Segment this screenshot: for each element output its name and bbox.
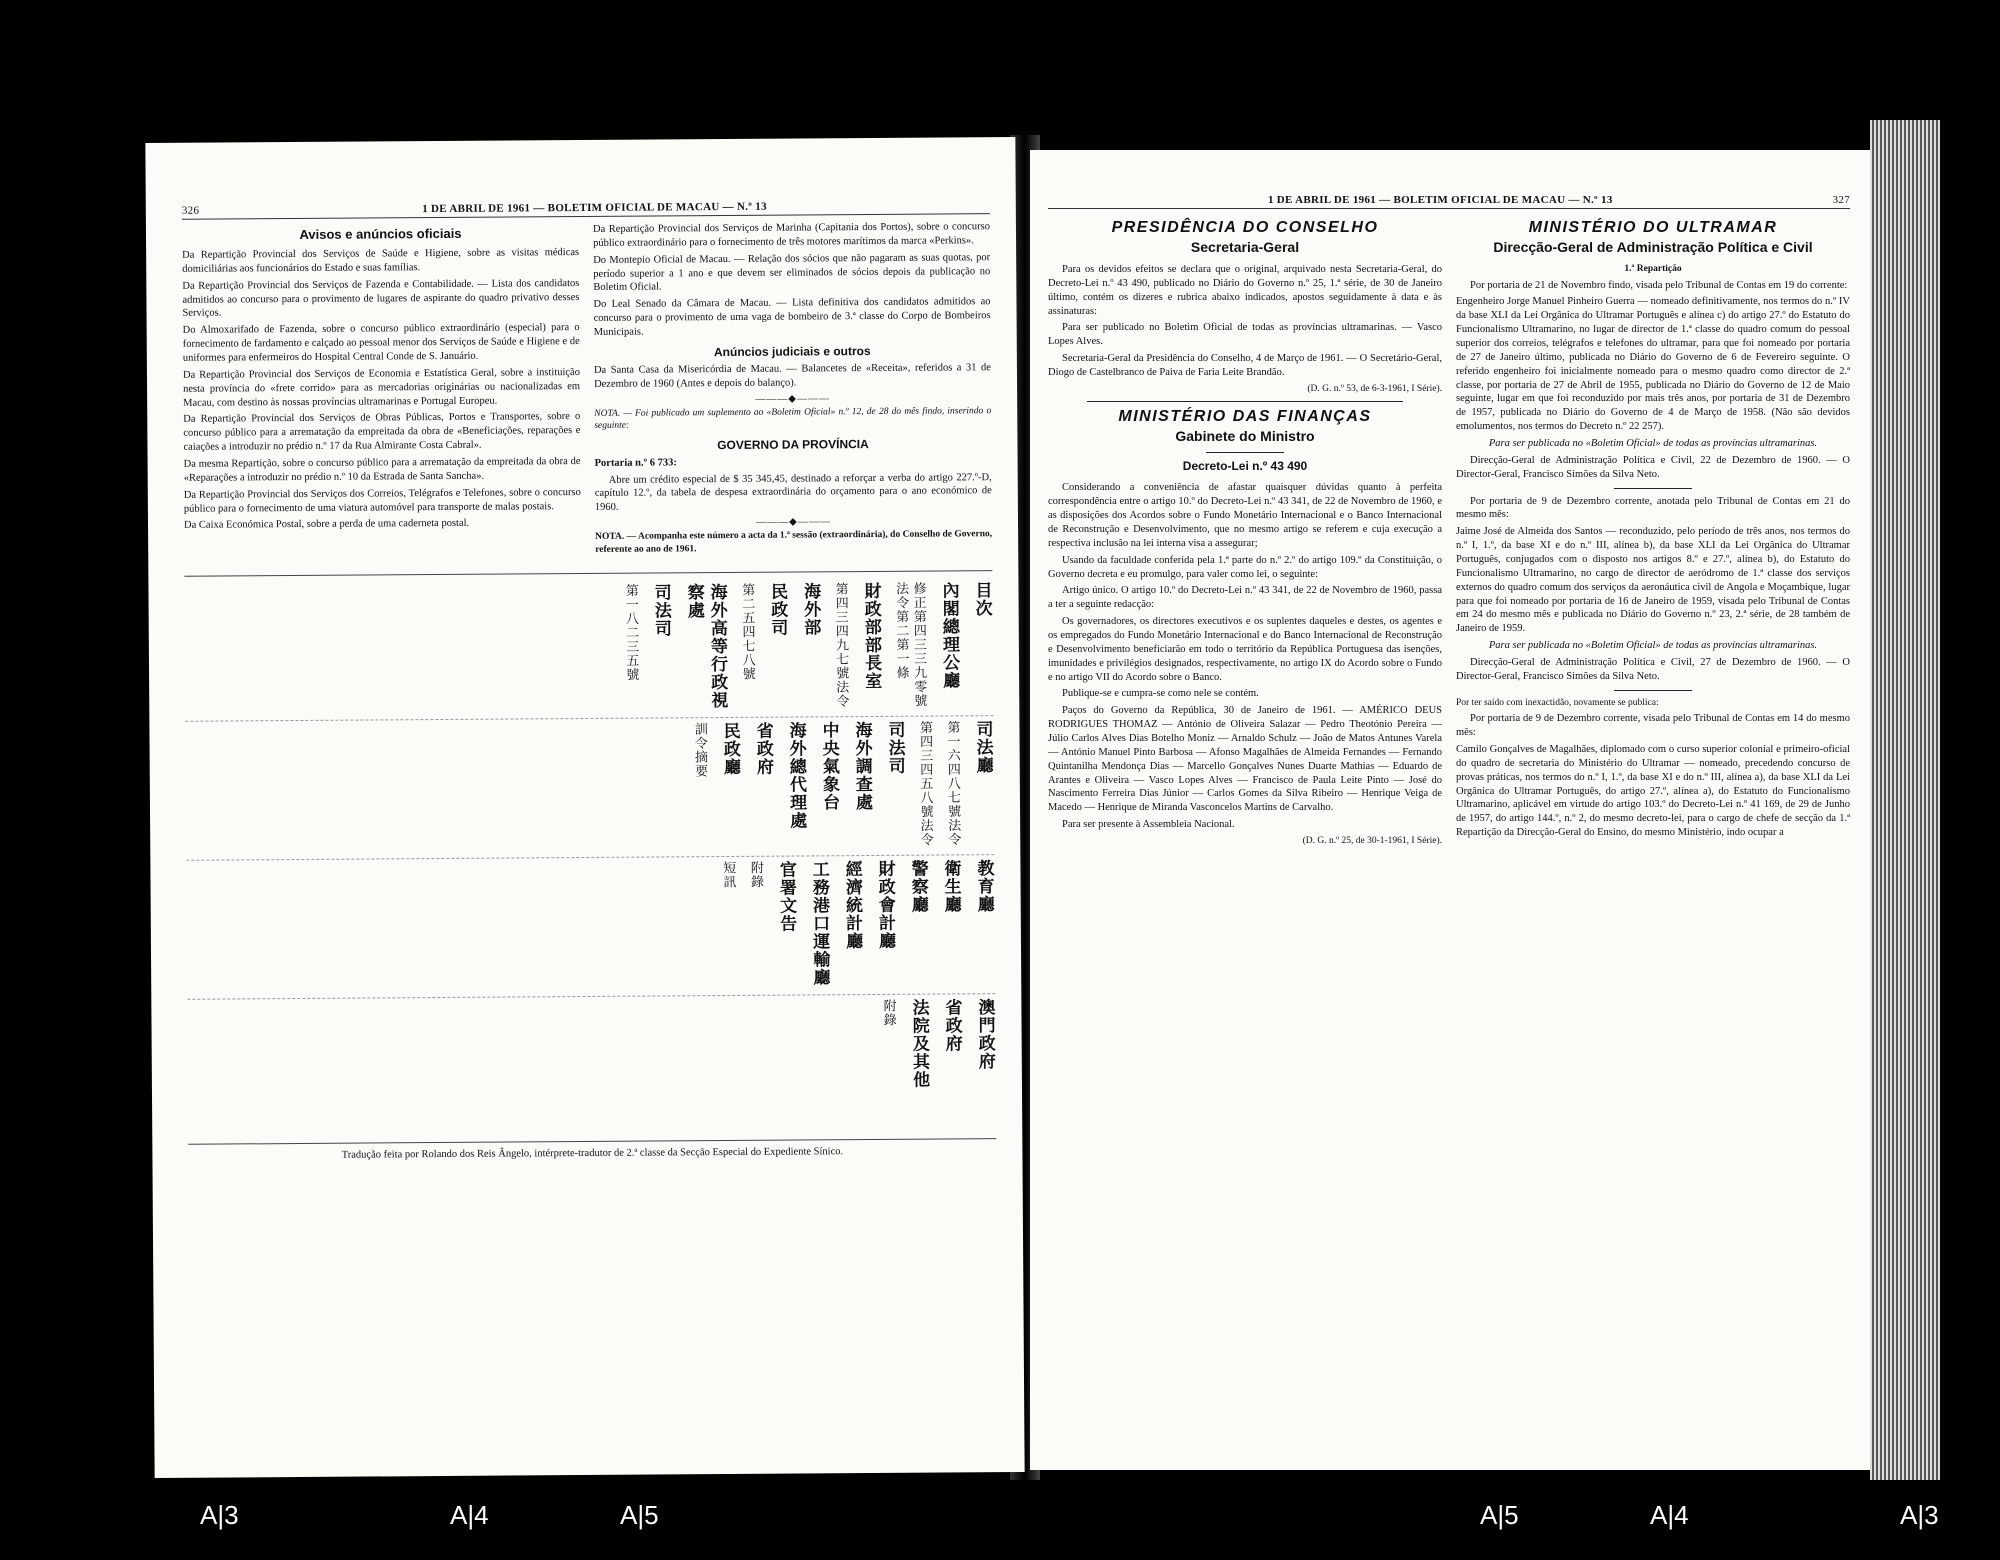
ultramar-p10: Por portaria de 9 de Dezembro corrente, visada pelo Tribunal de Contas em 14 do mesmo mês: bbox=[1456, 713, 1850, 739]
cn-entry: 司法司 bbox=[884, 720, 905, 776]
cn-entry: 省政府 bbox=[941, 998, 962, 1053]
right-col-1 bbox=[1048, 215, 1442, 851]
presidencia-p3: Secretaria-Geral da Presidência do Conselho, 4 de Março de 1961. — O Secretário-Geral, Diogo de Castelbranco de Paiva de Faria Leite Brandão. bbox=[1048, 353, 1442, 379]
film-mark: A|5 bbox=[620, 1500, 659, 1530]
aviso-item: Da Repartição Provincial dos Serviços de Economia e Estatística Geral, sobre a instituição nesta província do «frete corrido» para as mercadorias originárias ou nacionalizadas em Macau, com destino às nossas províncias ultramarinas e Portugal Europeu. bbox=[182, 366, 581, 409]
ornament: ———◆——— bbox=[756, 516, 831, 528]
financas-p5: Publique-se e cumpra-se como nele se contém. bbox=[1062, 688, 1259, 700]
cn-entry: 附錄 bbox=[880, 998, 896, 1028]
cn-entry: 第四三四九七號法令 bbox=[832, 582, 849, 709]
chinese-block-1 bbox=[184, 577, 993, 722]
cn-entry: 警察廳 bbox=[907, 859, 928, 914]
aviso-item: Da Repartição Provincial dos Serviços dos Correios, Telégrafos e Telefones, sobre o concurso público para o fornecimento de uma viatura automóvel para transporte de malas postais. bbox=[183, 486, 581, 515]
film-mark: A|3 bbox=[1900, 1500, 1939, 1530]
page-edges bbox=[1870, 120, 1940, 1480]
judicial-text: Da Santa Casa da Misericórdia de Macau. — Balancetes de «Receita», referidos a 31 de Dezembro de 1960 (Antes e depois do balanço). bbox=[593, 362, 991, 390]
aviso-item: Do Almoxarifado de Fazenda, sobre o concurso público extraordinário (especial) para o fornecimento de fardamento e calçado ao pessoal menor dos Serviços de Saúde e Higiene e de uniformes para enfermeiros do Hospital Central Conde de S. Januário. bbox=[182, 322, 580, 364]
nota-2: NOTA. — Acompanha este número a acta da 1.ª sessão (extraordinária), do Conselho de Governo, referente ao ano de 1961. bbox=[595, 529, 993, 555]
presidencia-subtitle: Secretaria-Geral bbox=[1190, 239, 1300, 255]
ultramar-p7: Para ser publicada no «Boletim Oficial» de todas as províncias ultramarinas. bbox=[1488, 640, 1818, 652]
aviso-item: Da Repartição Provincial dos Serviços de Saúde e Higiene, sobre as visitas médicas domiciliárias aos funcionários do Estado e suas famílias. bbox=[182, 247, 580, 275]
presidencia-p2: Para ser publicado no Boletim Oficial de todas as províncias ultramarinas. — Vasco Lopes Alves. bbox=[1048, 322, 1442, 348]
portaria-label: Portaria n.º 6 733: bbox=[594, 457, 677, 469]
ultramar-p4: Direcção-Geral de Administração Política e Civil, 22 de Dezembro de 1960. — O Director-Geral, Francisco Simões da Silva Neto. bbox=[1456, 454, 1850, 480]
financas-title: MINISTÉRIO DAS FINANÇAS bbox=[1118, 408, 1372, 426]
cn-entry: 財政部部長室 bbox=[860, 582, 882, 691]
financas-p3: Artigo único. O artigo 10.º do Decreto-Lei n.º 43 341, de 22 de Novembro de 1960, passa a ter a seguinte redacção: bbox=[1048, 585, 1442, 611]
cn-entry: 官署文告 bbox=[775, 860, 797, 933]
aviso-item: Da Repartição Provincial dos Serviços de Obras Públicas, Portos e Transportes, sobre o concurso público para a arrematação da empreitada da obra de «Beneficiações, reparações e caiações a introduzir no prédio n.º 17 da Rua Almirante Costa Cabral». bbox=[183, 411, 581, 453]
governo-title: GOVERNO DA PROVÍNCIA bbox=[717, 436, 869, 452]
right-columns bbox=[1048, 215, 1850, 851]
cn-entry: 第一八二三五號 bbox=[622, 583, 639, 682]
left-running-head bbox=[182, 199, 990, 220]
cn-entry: 財政會計廳 bbox=[874, 859, 896, 951]
right-col-2 bbox=[1456, 215, 1850, 851]
cn-entry: 民政廳 bbox=[719, 722, 741, 777]
cn-entry: 第一六四八七號法令 bbox=[944, 720, 961, 847]
ultramar-p11: Camilo Gonçalves de Magalhães, diplomado com o curso superior colonial e primeiro-oficial do quadro de secretaria do Ministério do Ultramar — nomeado, precedendo concurso de provas práticas, nos termos do n.º I, 1.º, da base XI e do n.º III, alínea a), da base XLI da Lei Orgânica do Ultramar Português, do artigo 27.º, alínea a), do Estatuto do Funcionalismo Ultramarino, aplicável em virtude do artigo 103.º do Decreto-Lei n.º 41 169, de 29 de Junho de 1957, do artigo 144.º, n.º 2, do mesmo decreto-lei, para o cargo de chefe de secção da 1.ª Repartição da Direcção-Geral do Ensino, do mesmo Ministério, indo ocupar a bbox=[1456, 743, 1850, 839]
cn-entry: 省政府 bbox=[752, 721, 774, 776]
chinese-contents bbox=[184, 570, 996, 1145]
presidencia-p1: Para os devidos efeitos se declara que o original, arquivado nesta Secretaria-Geral, do Decreto-Lei n.º 43 490, publicado no Diário do Governo n.º 25, 1.ª série, de 30 de Janeiro último, contém os dizeres e rubrica abaixo indicados, apostos seguidamente à data e às assinaturas: bbox=[1048, 264, 1442, 317]
film-mark: A|3 bbox=[200, 1500, 239, 1530]
left-col-2 bbox=[593, 220, 992, 559]
divider bbox=[1614, 690, 1693, 691]
presidencia-ref: (D. G. n.º 53, de 6-3-1961, I Série). bbox=[1307, 383, 1442, 394]
ultramar-repartição: 1.ª Repartição bbox=[1624, 264, 1682, 274]
cn-entry: 民政司 bbox=[767, 582, 788, 637]
aviso-item: Da Caixa Económica Postal, sobre a perda de uma caderneta postal. bbox=[183, 518, 470, 532]
presidencia-title: PRESIDÊNCIA DO CONSELHO bbox=[1111, 219, 1379, 236]
nota-1: NOTA. — Foi publicado um suplemento ao «Boletim Oficial» n.º 12, de 28 do mês findo, inserindo o seguinte: bbox=[594, 405, 992, 432]
financas-p1: Considerando a conveniência de afastar quaisquer dúvidas quanto à perfeita correspondência entre o artigo 10.º do Decreto-Lei n.º 43 341, de 22 de Novembro de 1960, e as disposições dos Acordos sobre o Fundo Monetário Internacional e o Banco Internacional de Reconstrução e Desenvolvimento, que no mesmo artigo se referem e cuja execução a respectiva inclusão na lei interna visa a assegurar; bbox=[1048, 482, 1442, 549]
cn-entry: 衛生廳 bbox=[940, 859, 961, 914]
chinese-block-4 bbox=[187, 994, 996, 1138]
ultramar-subtitle: Direcção-Geral de Administração Política e Civil bbox=[1493, 239, 1813, 255]
chinese-block-3 bbox=[186, 855, 995, 1000]
right-running-head bbox=[1048, 194, 1850, 209]
cn-entry: 經濟統計廳 bbox=[841, 860, 863, 951]
decreto-title: Decreto-Lei n.º 43 490 bbox=[1182, 459, 1308, 474]
financas-p6: Paços do Governo da República, 30 de Janeiro de 1961. — AMÉRICO DEUS RODRIGUES THOMAZ — António de Oliveira Salazar — Pedro Theotónio Pereira — Júlio Carlos Alves Dias Botelho Moniz — Arnaldo Schulz — João de Matos Antunes Varela — António Manuel Pinto Barbosa — Afonso Magalhães de Almeida Fernandes — Fernando Quintanilha Mendonça Dias — Marcello Gonçalves Nunes Duarte Mathias — Eduardo de Arantes e Oliveira — Vasco Lopes Alves — Francisco de Paula Leite Pinto — José do Nascimento Ferreira Dias Júnior — Carlos Gomes da Silva Ribeiro — Henrique Veiga de Macedo — Henrique de Miranda Vasconcelos Martins de Carvalho. bbox=[1048, 705, 1442, 814]
divider bbox=[1614, 488, 1693, 489]
judicial-title: Anúncios judiciais e outros bbox=[713, 343, 871, 359]
ornament: ———◆——— bbox=[755, 392, 831, 405]
ultramar-p2: Engenheiro Jorge Manuel Pinheiro Guerra — nomeado definitivamente, nos termos do n.º IV da base XLI da Lei Orgânica do Ultramar Português e alínea c) do artigo 27.º do Estatuto do Funcionalismo Ultramarino, no lugar de director de 1.ª classe do quadro comum do pessoal superior dos correios, telégrafos e telefones do ultramar, para que foi nomeado por portaria de 27 de Janeiro último, publicada no Diário do Governo de 6 de Fevereiro seguinte. O referido engenheiro foi inicialmente nomeado para o mesmo quadro como director de 2.ª classe, por portaria de 27 de Abril de 1955, publicada no Diário do Governo de 12 de Maio seguinte, lugar em que foi reconduzido por mais três anos, por portaria de 31 de Dezembro de 1957, publicada no Diário do Governo de 4 de Março de 1958. (Não são devidos emolumentos, nos termos do Decreto n.º 22 257). bbox=[1456, 296, 1850, 433]
cn-entry: 司法廳 bbox=[972, 720, 993, 775]
cn-entry: 內閣總理公廳 bbox=[938, 581, 960, 690]
portaria-text: Abre um crédito especial de $ 35 345,45, destinado a reforçar a verba do artigo 227.º-D, capítulo 12.º, da tabela de despesa extraordinária do orçamento para o ano económico de 1960. bbox=[594, 471, 992, 514]
financas-p2: Usando da faculdade conferida pela 1.ª parte do n.º 2.º do artigo 109.º da Constituição, o Governo decreta e eu promulgo, para valer como lei, o seguinte: bbox=[1048, 554, 1442, 580]
ultramar-p3: Para ser publicada no «Boletim Oficial» de todas as províncias ultramarinas. bbox=[1488, 437, 1818, 449]
right-running-title: 1 DE ABRIL DE 1961 — BOLETIM OFICIAL DE MACAU — N.º 13 bbox=[1267, 194, 1613, 206]
aviso-item: Da Repartição Provincial dos Serviços de Marinha (Capitania dos Portos), sobre o concurso público extraordinário para o fornecimento de três motores marítimos da marca «Perkins». bbox=[592, 221, 990, 249]
left-running-title: 1 DE ABRIL DE 1961 — BOLETIM OFICIAL DE MACAU — N.º 13 bbox=[422, 200, 767, 216]
left-page bbox=[145, 137, 1024, 1478]
ultramar-p8: Direcção-Geral de Administração Política e Civil, 27 de Dezembro de 1960. — O Director-Geral, Francisco Simões da Silva Neto. bbox=[1456, 657, 1850, 682]
cn-entry: 工務港口運輸廳 bbox=[808, 860, 830, 987]
avisos-title: Avisos e anúncios oficiais bbox=[299, 225, 462, 242]
right-page bbox=[1030, 150, 1870, 1470]
cn-entry: 澳門政府 bbox=[974, 998, 995, 1071]
cn-entry: 訓令摘要 bbox=[691, 722, 708, 779]
film-mark: A|4 bbox=[1650, 1500, 1689, 1530]
aviso-item: Da Repartição Provincial dos Serviços de Fazenda e Contabilidade. — Lista dos candidatos admitidos ao concurso para o provimento de lugares de aspirante do quadro privativo desses Serviços. bbox=[182, 277, 580, 320]
financas-subtitle: Gabinete do Ministro bbox=[1175, 428, 1315, 445]
financas-p7: Para ser presente à Assembleia Nacional. bbox=[1062, 819, 1235, 831]
ultramar-p6: Jaime José de Almeida dos Santos — reconduzido, pelo período de três anos, nos termos do n.º I, 1.º, da base XI e do n.º III, alínea b), da base XLI da Lei Orgânica do Ultramar Português, conjugados com o disposto nos artigos 8.º e 27.º, alínea b), do Estatuto do Funcionalismo Ultramarino, no cargo de director de aeródromo de 1.ª classe dos serviços externos do quadro comum dos serviços da aeronáutica civil de Angola e Moçambique, lugar para que foi nomeado por portaria de 16 de Janeiro de 1959, visada pelo Tribunal de Contas em 24 do mesmo mês e publicada no Diário do Governo n.º 23, 2.ª série, de 28 também de Janeiro de 1959. bbox=[1456, 526, 1850, 635]
left-columns bbox=[182, 220, 992, 562]
cn-entry: 海外部 bbox=[799, 582, 821, 637]
financas-p4: Os governadores, os directores executivos e os suplentes daqueles e destes, os agentes e os empregados do Fundo Monetário Internacional e do Banco Internacional de Reconstrução e Desenvolvimento beneficiarão em todo o território da República Portuguesa das isenções, imunidades e privilégios designados, respectivamente, no artigo IX do Acordo sobre o Fundo e no artigo VII do Acordo sobre o Banco. bbox=[1048, 616, 1442, 683]
cn-entry: 第二五四七八號 bbox=[739, 582, 755, 682]
translation-note: Tradução feita por Rolando dos Reis Ângelo, intérprete-tradutor de 2.ª classe da Secção Especial do Expediente Sínico. bbox=[341, 1146, 844, 1161]
film-mark: A|5 bbox=[1480, 1500, 1519, 1530]
left-page-number: 326 bbox=[181, 204, 200, 217]
aviso-item: Da mesma Repartição, sobre o concurso público para a arrematação da empreitada da obra de «Reparações a introduzir no prédio n.º 10 da Estrada de Santa Sancha». bbox=[183, 456, 581, 484]
ultramar-p9: Por ter saído com inexactidão, novamente se publica: bbox=[1456, 697, 1659, 708]
cn-entry: 教育廳 bbox=[973, 859, 994, 914]
left-col-1 bbox=[182, 223, 581, 562]
divider bbox=[1206, 452, 1285, 453]
aviso-item: Do Leal Senado da Câmara de Macau. — Lista definitiva dos candidatos admitidos ao concurso para o provimento de uma vaga de bombeiro de 3.ª classe do Corpo de Bombeiros Municipais. bbox=[593, 296, 991, 338]
cn-entry: 第四三四五八號法令 bbox=[916, 720, 933, 847]
financas-ref: (D. G. n.º 25, de 30-1-1961, I Série). bbox=[1302, 836, 1442, 847]
cn-entry: 目次 bbox=[971, 581, 992, 618]
film-mark: A|4 bbox=[450, 1500, 489, 1530]
cn-entry: 中央氣象台 bbox=[818, 721, 840, 812]
cn-entry: 海外高等行政視察處 bbox=[683, 583, 728, 710]
aviso-item: Do Montepio Oficial de Macau. — Relação dos sócios que não pagaram as suas quotas, por período superior a 1 ano e que devem ser eliminados de sócios depois da publicação no Boletim Oficial. bbox=[593, 251, 991, 294]
ultramar-p5: Por portaria de 9 de Dezembro corrente, anotada pelo Tribunal de Contas em 21 do mesmo mês: bbox=[1456, 495, 1850, 521]
cn-entry: 海外總代理處 bbox=[785, 721, 807, 830]
cn-entry: 短訊 bbox=[720, 861, 736, 890]
cn-entry: 司法司 bbox=[650, 583, 672, 638]
right-page-number: 327 bbox=[1832, 194, 1850, 206]
divider bbox=[1087, 401, 1402, 402]
ultramar-title: MINISTÉRIO DO ULTRAMAR bbox=[1528, 219, 1778, 236]
cn-entry: 法院及其他 bbox=[908, 998, 930, 1089]
cn-entry: 附錄 bbox=[747, 860, 764, 890]
ultramar-p1: Por portaria de 21 de Novembro findo, visada pelo Tribunal de Contas em 19 do corrente: bbox=[1470, 279, 1848, 291]
chinese-block-2 bbox=[185, 716, 994, 861]
cn-entry: 修正第四三三九零號法令第二第一條 bbox=[893, 581, 927, 708]
cn-entry: 海外調查處 bbox=[851, 721, 873, 812]
